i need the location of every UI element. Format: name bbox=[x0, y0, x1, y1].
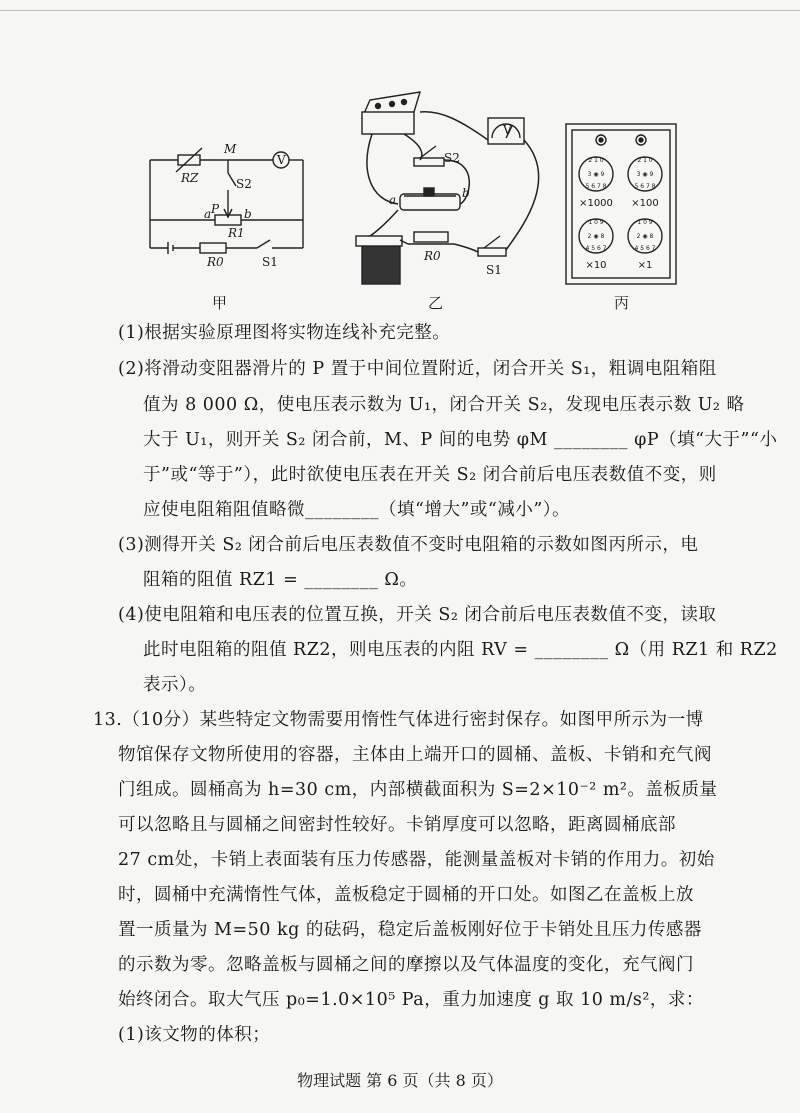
text-line: 27 cm处，卡销上表面装有压力传感器，能测量盖板对卡销的作用力。初始 bbox=[118, 850, 715, 870]
caption-yi: 乙 bbox=[428, 294, 444, 312]
svg-text:1 0 9: 1 0 9 bbox=[588, 219, 604, 226]
dial-label-x1: ×1 bbox=[637, 260, 653, 271]
text-line: 可以忽略且与圆桶之间密封性较好。卡销厚度可以忽略，距离圆桶底部 bbox=[118, 815, 676, 835]
label-r1: R1 bbox=[228, 226, 245, 240]
svg-text:5 6 7 8: 5 6 7 8 bbox=[585, 183, 607, 190]
dial-label-x10: ×10 bbox=[585, 260, 607, 271]
text-line: 表示）。 bbox=[143, 675, 207, 695]
yi-label-a: a bbox=[389, 193, 397, 207]
text-line: 值为 8 000 Ω，使电压表示数为 U₁，闭合开关 S₂，发现电压表示数 U₂ 略 bbox=[143, 395, 745, 415]
label-r0: R0 bbox=[207, 255, 224, 269]
yi-label-b: b bbox=[462, 186, 470, 200]
figures-area bbox=[0, 0, 800, 320]
svg-text:5 6 7 8: 5 6 7 8 bbox=[634, 183, 656, 190]
caption-bing: 丙 bbox=[614, 294, 630, 312]
text-line: 时，圆桶中充满惰性气体，盖板稳定于圆桶的开口处。如图乙在盖板上放 bbox=[118, 885, 694, 905]
svg-text:1 0 9: 1 0 9 bbox=[637, 219, 653, 226]
text-line: 置一质量为 M=50 kg 的砝码，稳定后盖板刚好位于卡销处且压力传感器 bbox=[118, 920, 702, 940]
svg-text:3 ◉ 9: 3 ◉ 9 bbox=[587, 171, 605, 178]
dial-label-x100: ×100 bbox=[631, 198, 659, 209]
text-line: 的示数为零。忽略盖板与圆桶之间的摩擦以及气体温度的变化，充气阀门 bbox=[118, 955, 694, 975]
text-line: 于”或“等于”），此时欲使电压表在开关 S₂ 闭合前后电压表数值不变，则 bbox=[143, 465, 717, 485]
text-line: 大于 U₁，则开关 S₂ 闭合前，M、P 间的电势 φM ________ φP（填“大于”“小 bbox=[143, 430, 778, 450]
dial-label-x1000: ×1000 bbox=[579, 198, 613, 209]
text-line: (1)根据实验原理图将实物连线补充完整。 bbox=[118, 323, 451, 343]
text-line: (2)将滑动变阻器滑片的 P 置于中间位置附近，闭合开关 S₁，粗调电阻箱阻 bbox=[118, 359, 717, 379]
label-b: b bbox=[244, 207, 252, 221]
yi-label-r0: R0 bbox=[424, 249, 441, 263]
label-m: M bbox=[224, 142, 237, 156]
text-line: 物馆保存文物所使用的容器，主体由上端开口的圆桶、盖板、卡销和充气阀 bbox=[118, 745, 712, 765]
yi-label-s1: S1 bbox=[486, 263, 502, 277]
svg-text:4 5 6 7: 4 5 6 7 bbox=[634, 245, 656, 252]
text-line: 13.（10分）某些特定文物需要用惰性气体进行密封保存。如图甲所示为一博 bbox=[93, 710, 704, 730]
page-footer: 物理试题 第 6 页（共 8 页） bbox=[297, 1071, 503, 1090]
text-line: 此时电阻箱的阻值 RZ2，则电压表的内阻 RV = ________ Ω（用 RZ1 和 RZ2 bbox=[143, 640, 778, 660]
text-line: 阻箱的阻值 RZ1 = ________ Ω。 bbox=[143, 570, 418, 590]
yi-label-v: V bbox=[503, 123, 512, 137]
yi-label-s2: S2 bbox=[444, 151, 460, 165]
label-v: V bbox=[277, 153, 286, 167]
label-rz: RZ bbox=[181, 171, 199, 185]
label-s1: S1 bbox=[262, 255, 278, 269]
label-a: a bbox=[204, 207, 212, 221]
text-line: (4)使电阻箱和电压表的位置互换，开关 S₂ 闭合前后电压表数值不变，读取 bbox=[118, 605, 717, 625]
svg-text:4 5 6 7: 4 5 6 7 bbox=[585, 245, 607, 252]
text-line: (3)测得开关 S₂ 闭合前后电压表数值不变时电阻箱的示数如图丙所示，电 bbox=[118, 535, 699, 555]
text-line: 始终闭合。取大气压 p₀=1.0×10⁵ Pa，重力加速度 g 取 10 m/s²，求： bbox=[118, 990, 704, 1010]
svg-text:3 ◉ 9: 3 ◉ 9 bbox=[636, 171, 654, 178]
svg-text:2 ◉ 8: 2 ◉ 8 bbox=[636, 233, 654, 240]
svg-text:2 1 0: 2 1 0 bbox=[588, 157, 604, 164]
caption-jia: 甲 bbox=[212, 294, 228, 312]
label-p: P bbox=[211, 202, 220, 216]
text-line: (1)该文物的体积； bbox=[118, 1025, 271, 1045]
label-s2: S2 bbox=[236, 177, 252, 191]
svg-text:2 1 0: 2 1 0 bbox=[637, 157, 653, 164]
text-line: 应使电阻箱阻值略微________（填“增大”或“减小”）。 bbox=[143, 500, 571, 520]
svg-text:2 ◉ 8: 2 ◉ 8 bbox=[587, 233, 605, 240]
text-line: 门组成。圆桶高为 h=30 cm，内部横截面积为 S=2×10⁻² m²。盖板质量 bbox=[118, 780, 718, 800]
